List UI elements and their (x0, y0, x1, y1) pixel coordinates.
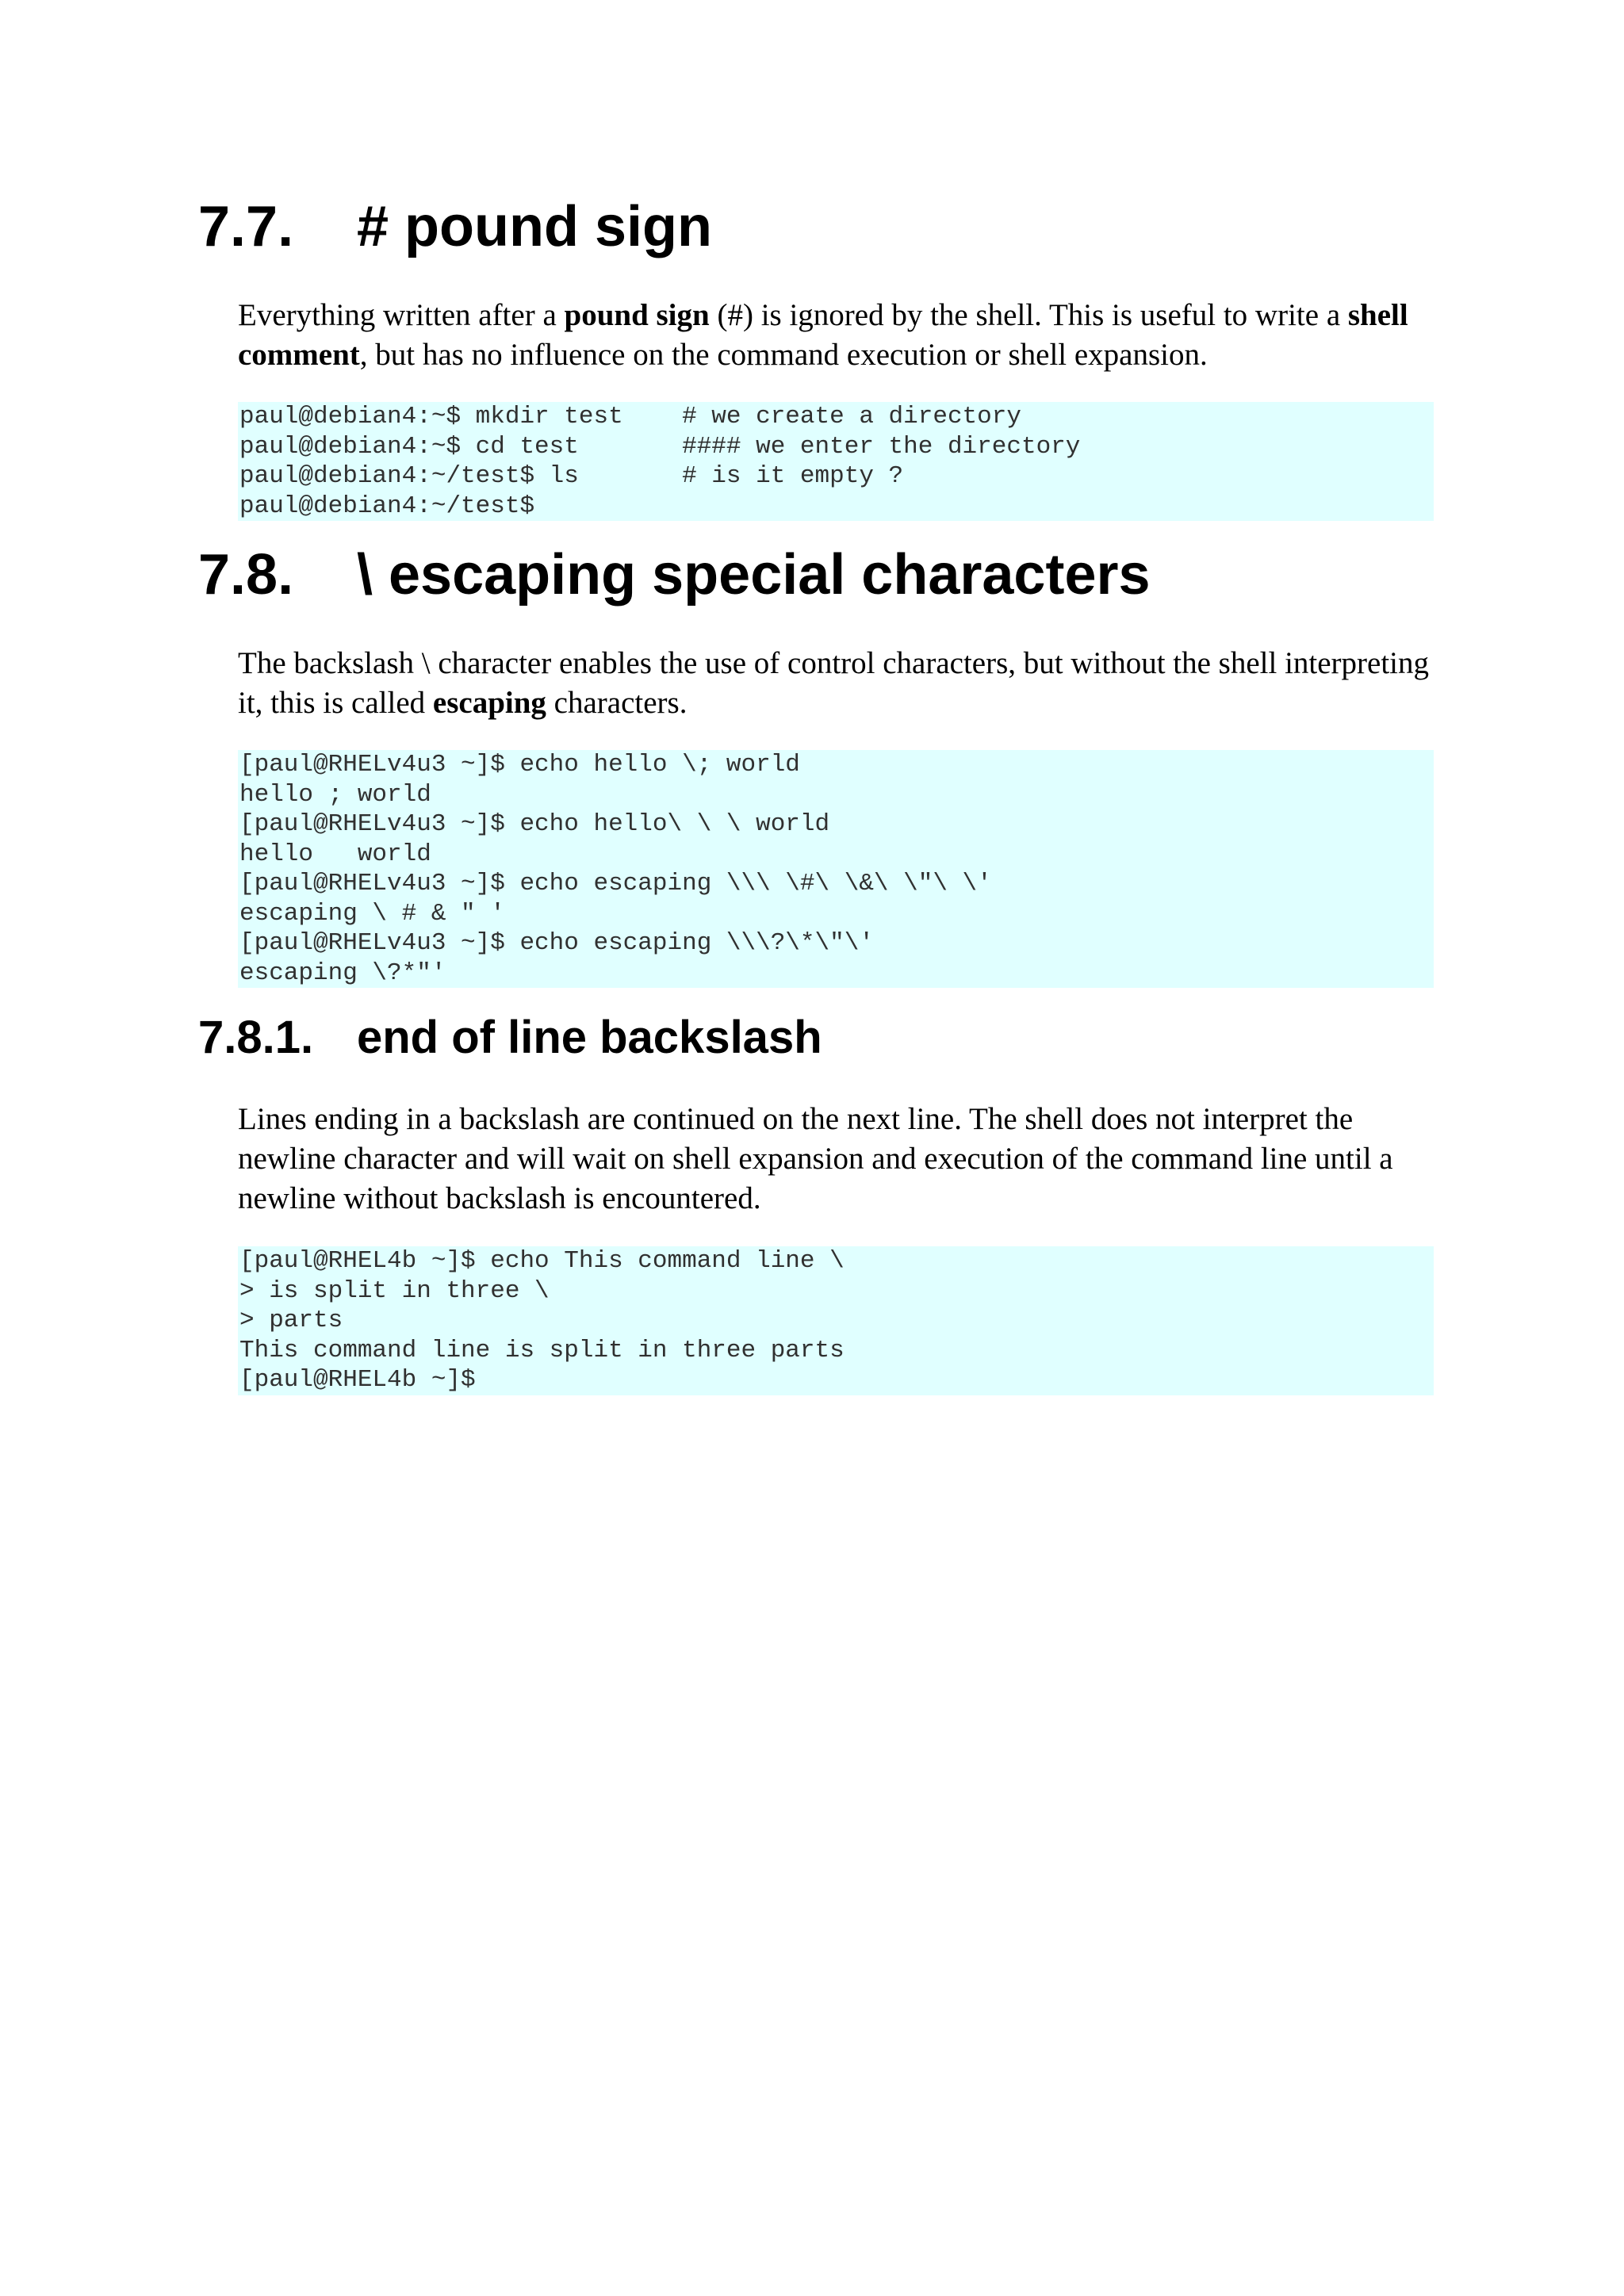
term-escaping: escaping (432, 686, 546, 720)
section-title: \ escaping special characters (357, 543, 1151, 607)
term-pound-sign: pound sign (564, 298, 710, 332)
code-line: paul@debian4:~/test$ (239, 492, 535, 520)
code-line: paul@debian4:~$ mkdir test # we create a directory (239, 403, 1021, 430)
term-shell-comment: shell comment (238, 298, 1408, 372)
section-number: 7.7. (198, 195, 294, 258)
section-paragraph-7-7: Everything written after a pound sign (#) is ignored by the shell. This is useful to write a shell comment, but has no influence on the command execution or shell expansion. (238, 298, 1408, 372)
code-line: [paul@RHEL4b ~]$ (239, 1366, 476, 1394)
section-title: end of line backslash (357, 1012, 822, 1063)
code-line: escaping \?*"' (239, 959, 446, 987)
section-heading-7-8 (198, 543, 1151, 607)
code-line: hello world (239, 840, 431, 868)
code-line: paul@debian4:~$ cd test #### we enter the directory (239, 432, 1081, 461)
section-number: 7.8.1. (198, 1012, 314, 1063)
subsection-heading-7-8-1 (198, 1012, 822, 1064)
code-line: escaping \ # & " ' (239, 899, 505, 928)
section-number: 7.8. (198, 543, 294, 607)
section-paragraph-7-8-1: Lines ending in a backslash are continued on the next line. The shell does not interpret the newline character and will wait on shell expansion and execution of the command line until a newline without backslash is encountered. (238, 1102, 1393, 1215)
code-line: [paul@RHELv4u3 ~]$ echo hello \; world (239, 751, 800, 779)
code-line: > parts (239, 1307, 343, 1334)
code-block-7-7 (238, 402, 1434, 521)
code-block-7-8 (238, 750, 1434, 988)
code-line: [paul@RHEL4b ~]$ echo This command line \ (239, 1247, 845, 1275)
code-line: hello ; world (239, 780, 431, 809)
section-title: # pound sign (357, 195, 712, 258)
section-heading-7-7 (198, 195, 712, 258)
code-line: [paul@RHELv4u3 ~]$ echo escaping \\\ \#\ \&\ \"\ \' (239, 870, 992, 897)
code-line: [paul@RHELv4u3 ~]$ echo escaping \\\?\*\"\' (239, 929, 874, 957)
section-paragraph-7-8: The backslash \ character enables the use of control characters, but without the shell interpreting it, this is called escaping characters. (238, 646, 1430, 720)
code-block-7-8-1 (238, 1246, 1434, 1395)
code-line: This command line is split in three parts (239, 1336, 845, 1364)
code-line: paul@debian4:~/test$ ls # is it empty ? (239, 462, 904, 490)
code-line: [paul@RHELv4u3 ~]$ echo hello\ \ \ world (239, 810, 830, 838)
code-line: > is split in three \ (239, 1276, 550, 1305)
